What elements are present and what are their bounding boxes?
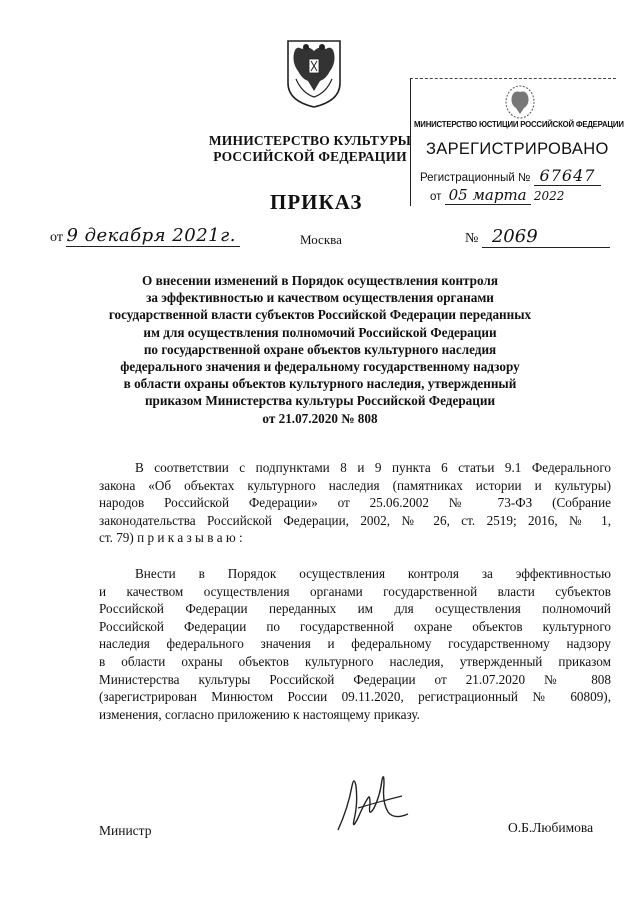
paragraph-line: Министерства культуры Российской Федерации от 21.07.2020 № 808 xyxy=(99,671,611,687)
order-number xyxy=(465,226,610,248)
title-line: от 21.07.2020 № 808 xyxy=(262,410,378,426)
ministry-line-2: РОССИЙСКОЙ ФЕДЕРАЦИИ xyxy=(213,149,407,164)
signatory-position: Министр xyxy=(99,823,152,838)
stamp-date xyxy=(430,186,564,204)
title-line: по государственной охране объектов культурного наследия xyxy=(143,341,497,357)
signer-name: О.Б.Любимова xyxy=(508,820,594,835)
order-date xyxy=(50,225,240,246)
stamp-registration xyxy=(420,166,601,185)
order-date-handwritten: 9 декабря 2021г. xyxy=(66,225,240,247)
title-line: приказом Министерства культуры Российской Федерации xyxy=(144,393,496,409)
ministry-line-1: МИНИСТЕРСТВО КУЛЬТУРЫ xyxy=(208,133,412,148)
stamp-title: ЗАРЕГИСТРИРОВАНО xyxy=(426,140,609,158)
paragraph-line: законодательства Российской Федерации, 2002, № 26, ст. 2519; 2016, № 1, xyxy=(99,512,611,528)
stamp-date-prefix: от xyxy=(430,191,442,203)
stamp-reg-number: 67647 xyxy=(534,166,602,186)
order-date-prefix: от xyxy=(50,230,63,245)
coat-of-arms-icon xyxy=(282,33,346,109)
registration-stamp xyxy=(410,78,624,206)
order-number-handwritten: 2069 xyxy=(482,226,610,248)
stamp-date-handwritten: 05 марта xyxy=(445,186,531,205)
title-line: О внесении изменений в Порядок осуществления контроля xyxy=(142,273,498,288)
title-line: им для осуществления полномочий Российской Федерации xyxy=(143,324,497,340)
paragraph-line: народов Российской Федерации» от 25.06.2002 № 73-ФЗ (Собрание xyxy=(99,495,611,511)
title-line: государственной власти субъектов Российской Федерации переданных xyxy=(108,307,532,323)
title-line: федерального значения и федеральному государственному надзору xyxy=(120,359,520,375)
paragraph-line: ст. 79) п р и к а з ы в а ю : xyxy=(99,530,243,546)
signature-icon xyxy=(318,768,418,838)
title-line: за эффективностью и качеством осуществления органами xyxy=(146,290,494,306)
paragraph-line: Внести в Порядок осуществления контроля за эффективностью xyxy=(135,566,611,581)
paragraph-line: наследия федерального значения и федеральному государственному надзору xyxy=(99,636,611,652)
document-heading: ПРИКАЗ xyxy=(270,190,363,214)
ministry-name xyxy=(205,133,415,165)
preamble-paragraph xyxy=(99,459,611,547)
paragraph-line: Российской Федерации переданных им для осуществления полномочий xyxy=(99,601,611,617)
paragraph-line: и качеством осуществления органами государственной власти субъектов xyxy=(99,583,611,599)
paragraph-line: закона «Об объектах культурного наследия (памятниках истории и культуры) xyxy=(99,477,611,493)
stamp-reg-label: Регистрационный № xyxy=(420,172,531,184)
paragraph-line: Российской Федерации по государственной охране объектов культурного xyxy=(99,618,611,634)
stamp-date-year: 2022 xyxy=(533,189,565,203)
operative-paragraph xyxy=(99,565,611,723)
paragraph-line: изменения, согласно приложению к настоящему приказу. xyxy=(99,706,420,722)
paragraph-line: В соответствии с подпунктами 8 и 9 пункта 6 статьи 9.1 Федерального xyxy=(135,460,611,475)
title-line: в области охраны объектов культурного наследия, утвержденный xyxy=(123,376,517,392)
stamp-org: МИНИСТЕРСТВО ЮСТИЦИИ РОССИЙСКОЙ ФЕДЕРАЦИИ xyxy=(414,120,624,129)
order-city: Москва xyxy=(300,232,342,247)
paragraph-line: в области охраны объектов культурного наследия, утвержденный приказом xyxy=(99,653,611,669)
order-number-prefix: № xyxy=(465,231,479,246)
order-title xyxy=(100,272,540,427)
stamp-seal-icon xyxy=(498,82,542,122)
paragraph-line: (зарегистрирован Минюстом России 09.11.2020, регистрационный № 60809), xyxy=(99,689,611,705)
